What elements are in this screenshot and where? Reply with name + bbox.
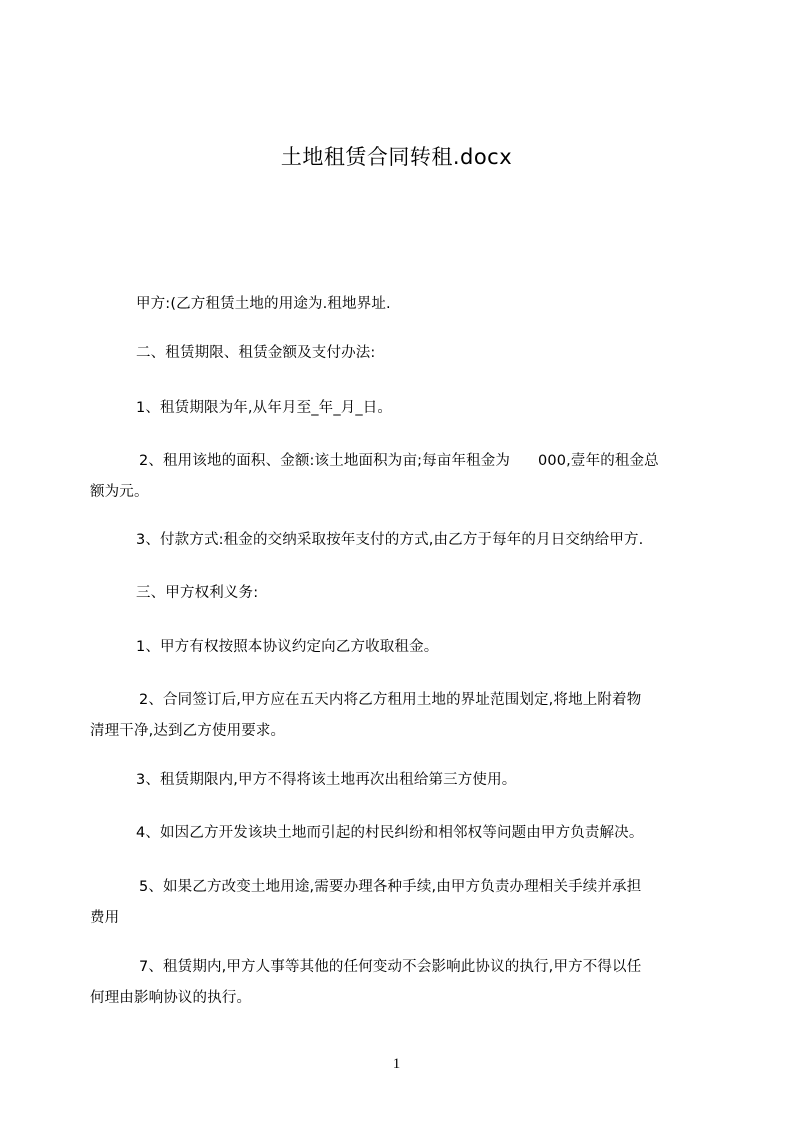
document-title: 土地租赁合同转租.docx	[280, 145, 513, 169]
paragraph-line: 7、租赁期内,甲方人事等其他的任何变动不会影响此协议的执行,甲方不得以任	[139, 959, 642, 975]
paragraph-line: 2、合同签订后,甲方应在五天内将乙方租用土地的界址范围划定,将地上附着物	[139, 692, 642, 708]
paragraph-line: 3、付款方式:租金的交纳采取按年支付的方式,由乙方于每年的月日交纳给甲方.	[136, 532, 644, 548]
paragraph-boundary-setup	[90, 685, 712, 747]
paragraph-line: 5、如果乙方改变土地用途,需要办理各种手续,由甲方负责办理相关手续并承担	[139, 879, 642, 895]
paragraph-collect-rent	[90, 632, 712, 663]
paragraph-line	[90, 446, 712, 477]
paragraph-line: 甲方:(乙方租赁土地的用途为.租地界址.	[136, 296, 391, 312]
paragraph-section-three-heading	[90, 578, 712, 609]
paragraph-section-two-heading	[90, 338, 712, 369]
paragraph-line: 额为元。	[90, 484, 149, 500]
paragraph-line-part: 2、租用该地的面积、金额:该土地面积为亩;每亩年租金为	[139, 453, 511, 469]
paragraph-land-use-change	[90, 872, 712, 934]
paragraph-area-and-rent	[90, 446, 712, 508]
paragraph-line-part: 000,壹年的租金总	[538, 453, 659, 469]
page-number: 1	[392, 1056, 401, 1072]
paragraph-lease-term	[90, 393, 712, 424]
paragraph-party-a	[90, 289, 712, 320]
paragraph-line: 何理由影响协议的执行。	[90, 990, 252, 1006]
paragraph-line: 3、租赁期限内,甲方不得将该土地再次出租给第三方使用。	[136, 772, 517, 788]
paragraph-dispute-resolution	[90, 818, 712, 849]
paragraph-no-sublease	[90, 765, 712, 796]
paragraph-line: 费用	[90, 910, 120, 926]
paragraph-personnel-change	[90, 952, 712, 1014]
paragraph-line: 4、如因乙方开发该块土地而引起的村民纠纷和相邻权等问题由甲方负责解决。	[136, 825, 644, 841]
paragraph-line: 1、租赁期限为年,从年月至_年_月_日。	[136, 400, 393, 416]
paragraph-line: 清理干净,达到乙方使用要求。	[90, 723, 286, 739]
paragraph-line: 1、甲方有权按照本协议约定向乙方收取租金。	[136, 639, 439, 655]
paragraph-line: 二、租赁期限、租赁金额及支付办法:	[136, 345, 376, 361]
paragraph-payment-method	[90, 525, 712, 556]
paragraph-line: 三、甲方权利义务:	[136, 585, 259, 601]
